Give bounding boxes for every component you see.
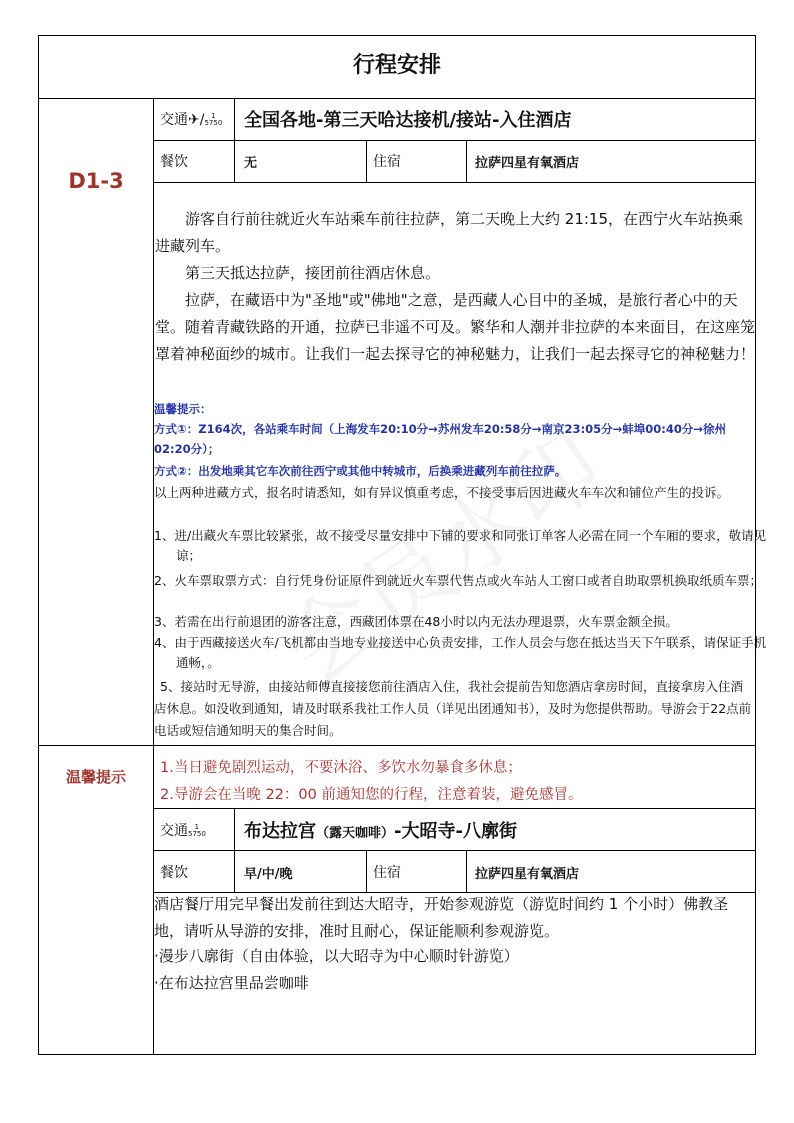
day2-paragraph: ·漫步八廓街（自由体验，以大昭寺为中心顺时针游览） bbox=[154, 947, 519, 965]
note-item: 5、接站时无导游，由接站师傅直接接您前往酒店入住，我社会提前告知您酒店拿房时间，直接拿房入住酒店休息。如没收到通知，请及时联系我社工作人员（详见出团通知书），及时为您提供帮助。导游会于22点前电话或短信通知明天的集合时间。 bbox=[154, 679, 752, 738]
fraction-label: 1 5750 bbox=[204, 112, 223, 127]
stay-value: 拉萨四星有氧酒店 bbox=[475, 156, 580, 171]
note-item: 2、火车票取票方式：自行凭身份证原件到就近火车票代售点或火车站人工窗口或者自助取票机换取纸质车票； bbox=[154, 573, 762, 588]
day-label: D1-3 bbox=[68, 169, 124, 193]
train-option-2: 方式②：出发地乘其它车次前往西宁或其他中转城市，后换乘进藏列车前往拉萨。 bbox=[154, 464, 567, 478]
stay-value: 拉萨四星有氧酒店 bbox=[475, 867, 580, 882]
note-item: 4、由于西藏接送火车/飞机都由当地专业接送中心负责安排，工作人员会与您在抵达当天下午联系，请保证手机通畅，。 bbox=[154, 635, 767, 670]
train-option-1: 方式①：Z164次，各站乘车时间（上海发车20:10分→苏州发车20:58分→南京23:05分→蚌埠00:40分→徐州02:20分）； bbox=[154, 422, 727, 456]
note-item: 3、若需在出行前退团的游客注意，西藏团体票在48小时以内无法办理退票，火车票金额全损。 bbox=[154, 614, 678, 629]
stay-label: 住宿 bbox=[373, 154, 401, 170]
day2-paragraph: ·在布达拉宫里品尝咖啡 bbox=[154, 974, 309, 992]
notes-intro: 以上两种进藏方式，报名时请悉知，如有异议慎重考虑，不接受事后因进藏火车车次和铺位产生的投诉。 bbox=[154, 485, 730, 500]
day1-route: 全国各地-第三天哈达接机/接站-入住酒店 bbox=[244, 110, 572, 131]
transport-cell: 交通✈/ 1 5750 bbox=[160, 112, 223, 128]
meal-value: 早/中/晚 bbox=[244, 867, 293, 882]
day2-paragraph: 酒店餐厅用完早餐出发前往到达大昭寺，开始参观游览（游览时间约 1 个小时）佛教圣地，请听从导游的安排，准时且耐心，保证能顺利参观游览。 bbox=[154, 895, 729, 940]
transport-cell bbox=[160, 820, 206, 840]
day1-paragraph: 游客自行前往就近火车站乘车前往拉萨，第二天晚上大约 21:15，在西宁火车站换乘进藏列车。 bbox=[155, 210, 743, 255]
reminder-line: 1.当日避免剧烈运动，不要沐浴、多饮水勿暴食多休息； bbox=[160, 760, 522, 776]
day1-paragraph: 第三天抵达拉萨，接团前往酒店休息。 bbox=[185, 264, 441, 282]
transport-label: 交通 bbox=[160, 112, 188, 128]
reminder-line: 2.导游会在当晚 22：00 前通知您的行程，注意着装，避免感冒。 bbox=[160, 787, 583, 803]
meal-value: 无 bbox=[244, 156, 258, 171]
itinerary-table bbox=[38, 35, 767, 1055]
page-title: 行程安排 bbox=[352, 53, 441, 78]
plane-icon: ✈ bbox=[188, 112, 200, 128]
tip-title: 温馨提示： bbox=[154, 402, 212, 416]
day1-paragraph: 拉萨，在藏语中为"圣地"或"佛地"之意，是西藏人心目中的圣城，是旅行者心中的天堂。随着青藏铁路的开通，拉萨已非遥不可及。繁华和人潮并非拉萨的本来面目，在这座笼罩着神秘面纱的城市。让我们一起去探寻它的神秘魅力，让我们一起去探寻它的神秘魅力！ bbox=[155, 291, 756, 363]
stay-label: 住宿 bbox=[373, 865, 401, 881]
transport-label: 交通 bbox=[160, 823, 188, 839]
reminder-label: 温馨提示 bbox=[65, 768, 126, 786]
meal-label: 餐饮 bbox=[160, 865, 188, 881]
note-item: 1、进/出藏火车票比较紧张，故不接受尽量安排中下铺的要求和同张订单客人必需在同一个车厢的要求，敬请见谅； bbox=[154, 528, 767, 563]
day2-route: 布达拉宫（露天咖啡）-大昭寺-八廓街 bbox=[244, 821, 517, 842]
fraction-label: 1 5750 bbox=[188, 823, 206, 838]
meal-label: 餐饮 bbox=[160, 154, 188, 170]
